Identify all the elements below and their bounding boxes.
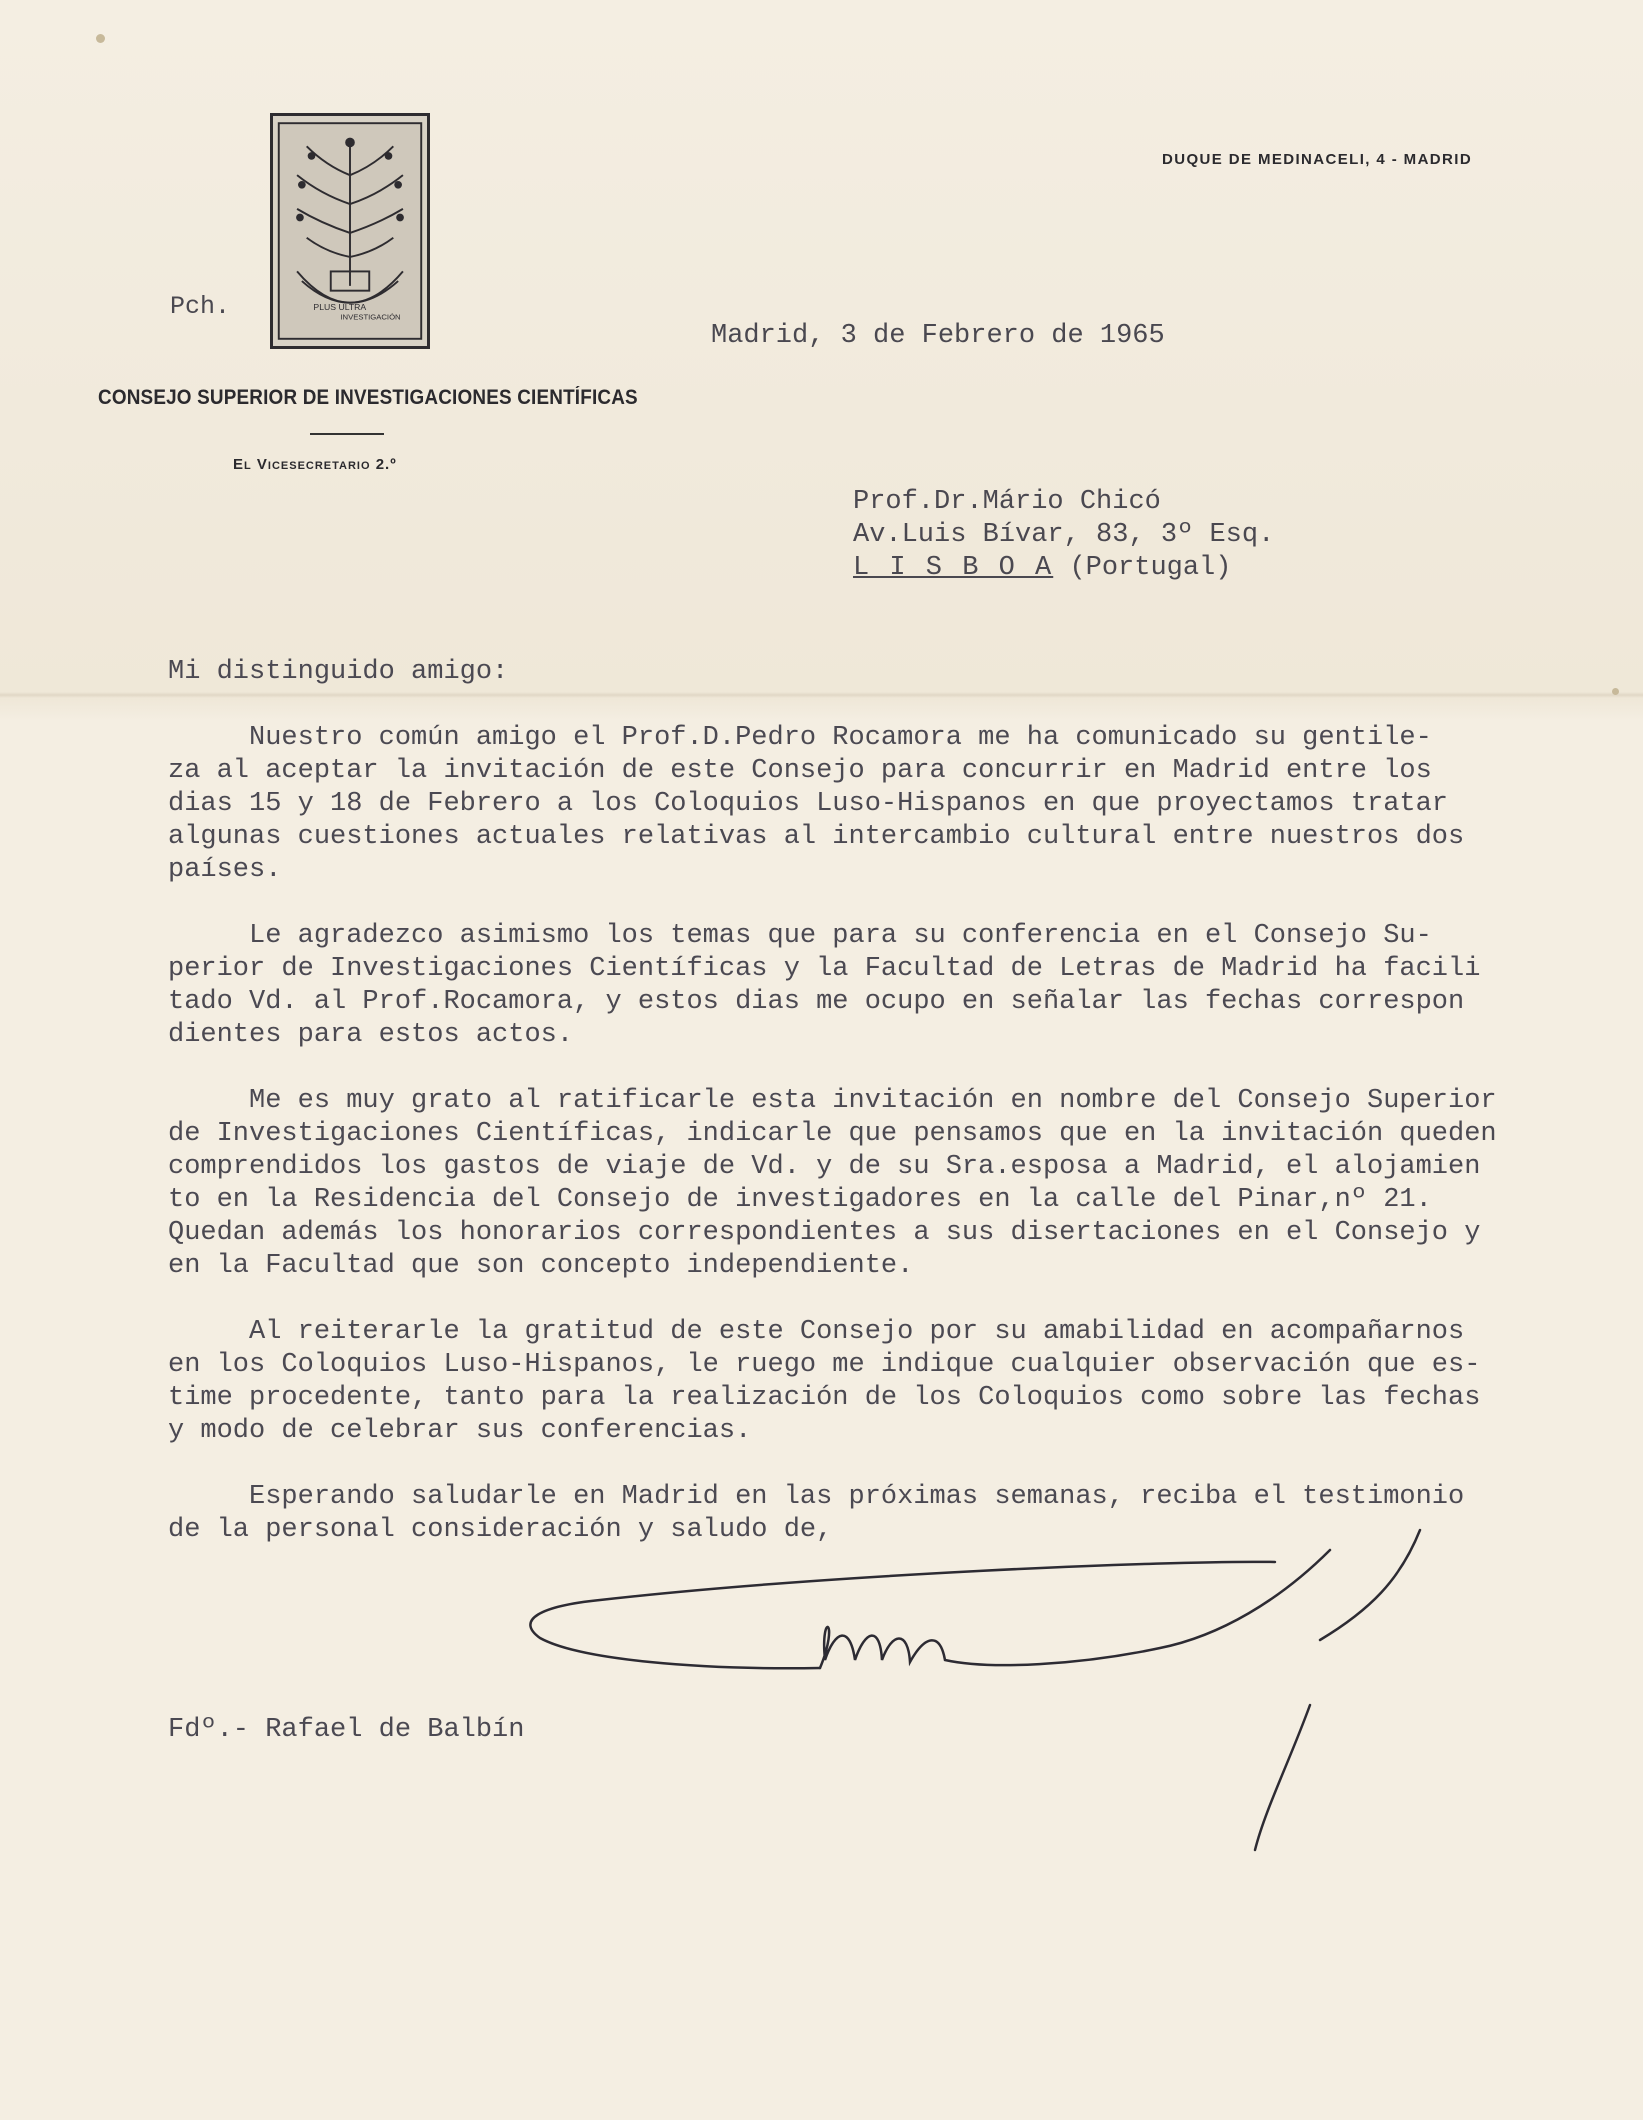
paragraph: Le agradezco asimismo los temas que para su conferencia en el Consejo Su- perior de Investigaciones Científicas y la Facultad de Letras de Madrid ha facili tado Vd. al Prof.Rocamora, y estos dias me ocupo en señalar las fechas correspon dientes para estos actos. [168, 921, 1481, 1050]
recipient-country: (Portugal) [1069, 553, 1232, 583]
divider [310, 433, 384, 435]
paragraph: Al reiterarle la gratitud de este Consejo por su amabilidad en acompañarnos en los Coloquios Luso-Hispanos, le ruego me indique cualquier observación que es- time procedente, tanto para la realización de los Coloquios como sobre las fechas y modo de celebrar sus conferencias. [168, 1317, 1481, 1446]
emblem-motto: PLUS ULTRA [313, 301, 367, 312]
salutation: Mi distinguido amigo: [168, 657, 509, 687]
paragraph: Esperando saludarle en Madrid en las próximas semanas, reciba el testimonio de la personal consideración y saludo de, [168, 1482, 1465, 1545]
paper-stain [1612, 688, 1619, 695]
paragraph: Nuestro común amigo el Prof.D.Pedro Rocamora me ha comunicado su gentile- za al aceptar la invitación de este Consejo para concurrir en Madrid entre los dias 15 y 18 de Febrero a los Coloquios Luso-Hispanos en que proyectamos tratar algunas cuestiones actuales relativas al intercambio cultural entre nuestros dos países. [168, 723, 1465, 885]
institution-address: DUQUE DE MEDINACELI, 4 - MADRID [1162, 151, 1473, 168]
csic-emblem [270, 113, 430, 349]
letter-body [168, 656, 1598, 1580]
letter-date: Madrid, 3 de Febrero de 1965 [711, 321, 1165, 351]
handwritten-signature [520, 1520, 1440, 1860]
recipient-city: L I S B O A [853, 553, 1054, 583]
paragraph: Me es muy grato al ratificarle esta invitación en nombre del Consejo Superior de Investigaciones Científicas, indicarle que pensamos que en la invitación queden comprendidos los gastos de viaje de Vd. y de su Sra.esposa a Madrid, el alojamien to en la Residencia del Consejo de investigadores en la calle del Pinar,nº 21. Quedan además los honorarios correspondientes a sus disertaciones en el Consejo y en la Facultad que son concepto independiente. [168, 1086, 1497, 1281]
paper-stain [96, 34, 105, 43]
recipient-street: Av.Luis Bívar, 83, 3º Esq. [853, 520, 1275, 550]
office-title: El Vicesecretario 2.º [233, 456, 397, 473]
institution-name: CONSEJO SUPERIOR DE INVESTIGACIONES CIENTÍFICAS [98, 386, 638, 409]
recipient-name: Prof.Dr.Mário Chicó [853, 487, 1161, 517]
recipient-city-line [853, 552, 1274, 585]
reference-code: Pch. [170, 292, 231, 321]
recipient-block [853, 486, 1274, 585]
signatory: Fdº.- Rafael de Balbín [168, 1715, 525, 1745]
emblem-motto-2: INVESTIGACIÓN [340, 312, 401, 322]
